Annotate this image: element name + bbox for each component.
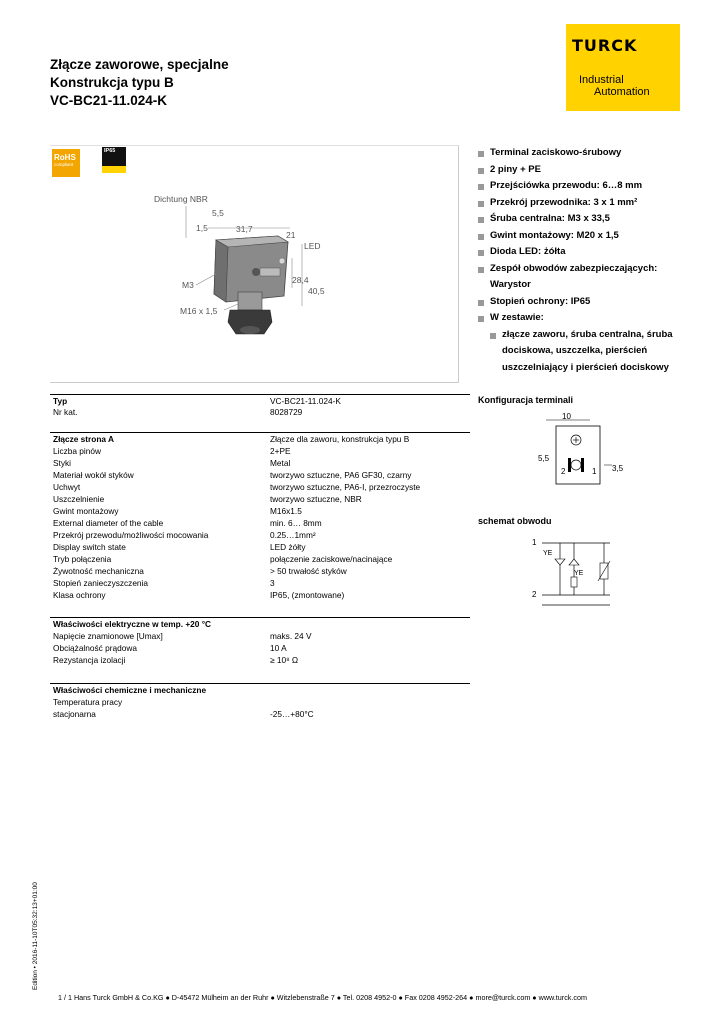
spec-value: > 50 trwałość styków xyxy=(270,566,347,576)
spec-table xyxy=(50,394,470,724)
spec-value: tworzywo sztuczne, PA6 GF30, czarny xyxy=(270,470,412,480)
circuit-pin-2: 2 xyxy=(532,590,537,599)
spec-row xyxy=(50,407,470,419)
feature-item: Przejściówka przewodu: 6…8 mm xyxy=(478,178,688,195)
spec-row xyxy=(50,458,470,470)
label-5-5: 5,5 xyxy=(212,208,224,218)
spec-row xyxy=(50,542,470,554)
label-thread: M16 x 1,5 xyxy=(180,306,218,316)
spec-row xyxy=(50,482,470,494)
spec-row xyxy=(50,590,470,602)
brand-line-1: Industrial xyxy=(579,74,624,86)
edition-stamp: Edition • 2016-11-10T05:32:13+01:00 xyxy=(32,882,39,990)
spec-value: tworzywo sztuczne, NBR xyxy=(270,494,362,504)
terminal-config-heading: Konfiguracja terminali xyxy=(478,395,574,405)
feature-list xyxy=(478,145,688,376)
spec-value: 0.25…1mm² xyxy=(270,530,316,540)
page-title xyxy=(50,56,229,110)
turck-logo: TURCK xyxy=(572,36,638,55)
dim-3-5: 3,5 xyxy=(612,464,624,473)
spec-key: Przekrój przewodu/możliwości mocowania xyxy=(53,530,209,540)
spec-value: maks. 24 V xyxy=(270,631,312,641)
spec-row xyxy=(50,446,470,458)
spec-row xyxy=(50,655,470,667)
title-line-3: VC-BC21-11.024-K xyxy=(50,93,168,108)
spec-key: Liczba pinów xyxy=(53,446,101,456)
feature-item: Terminal zaciskowo-śrubowy xyxy=(478,145,688,162)
turck-brand-block xyxy=(566,24,680,111)
label-21: 21 xyxy=(286,230,296,240)
spec-key: Uszczelnienie xyxy=(53,494,105,504)
spec-row xyxy=(50,643,470,655)
spec-row xyxy=(50,470,470,482)
spec-value: -25…+80°C xyxy=(270,709,314,719)
led-ye-1: YE xyxy=(543,550,553,557)
connector-drawing xyxy=(50,146,458,382)
spec-value: LED żółty xyxy=(270,542,306,552)
rohs-label: RoHS xyxy=(54,153,76,162)
feature-subitem: złącze zaworu, śruba centralna, śruba dociskowa, uszczelka, pierścień uszczelniający i pierścień dociskowy xyxy=(478,327,688,377)
divider xyxy=(50,432,470,433)
spec-key: Styki xyxy=(53,458,71,468)
spec-key: Nr kat. xyxy=(53,407,78,417)
spec-value: Metal xyxy=(270,458,291,468)
spec-row xyxy=(50,578,470,590)
pin-1-label: 1 xyxy=(592,467,597,476)
spec-value: VC-BC21-11.024-K xyxy=(270,396,341,406)
circuit-heading: schemat obwodu xyxy=(478,516,552,526)
circuit-pin-1: 1 xyxy=(532,538,537,547)
divider xyxy=(50,394,470,395)
label-m3: M3 xyxy=(182,280,194,290)
spec-key: Żywotność mechaniczna xyxy=(53,566,144,576)
spec-key: Typ xyxy=(53,396,68,406)
spec-row xyxy=(50,518,470,530)
spec-value: 10 A xyxy=(270,643,287,653)
feature-item: 2 piny + PE xyxy=(478,162,688,179)
title-line-1: Złącze zaworowe, specjalne xyxy=(50,57,229,72)
spec-key: Materiał wokół styków xyxy=(53,470,134,480)
spec-key: Uchwyt xyxy=(53,482,81,492)
spec-row xyxy=(50,506,470,518)
label-28-4: 28,4 xyxy=(292,275,309,285)
spec-key: Rezystancja izolacji xyxy=(53,655,126,665)
section-title: Złącze strona A xyxy=(53,434,115,444)
ip-label: IP65 xyxy=(104,148,116,154)
feature-item: Gwint montażowy: M20 x 1,5 xyxy=(478,228,688,245)
product-image-panel xyxy=(50,145,459,383)
brand-line-2: Automation xyxy=(594,86,650,98)
feature-item: W zestawie: xyxy=(478,310,688,327)
spec-key: Stopień zanieczyszczenia xyxy=(53,578,149,588)
feature-item: Stopień ochrony: IP65 xyxy=(478,294,688,311)
spec-key: External diameter of the cable xyxy=(53,518,164,528)
feature-item: Przekrój przewodnika: 3 x 1 mm² xyxy=(478,195,688,212)
resistor xyxy=(571,577,577,587)
pin-2-label: 2 xyxy=(561,467,566,476)
label-led: LED xyxy=(304,241,321,251)
spec-key: Temperatura pracy xyxy=(53,697,123,707)
spec-value: tworzywo sztuczne, PA6-I, przezroczyste xyxy=(270,482,421,492)
spec-value: IP65, (zmontowane) xyxy=(270,590,345,600)
feature-item: Dioda LED: żółta xyxy=(478,244,688,261)
cable-gland xyxy=(238,292,262,310)
spec-row xyxy=(50,566,470,578)
dim-5-5: 5,5 xyxy=(538,454,550,463)
rohs-sub: compliant xyxy=(54,162,74,167)
label-31-7: 31,7 xyxy=(236,224,253,234)
spec-row xyxy=(50,685,470,697)
spec-key: Napięcie znamionowe [Umax] xyxy=(53,631,163,641)
feature-item: Śruba centralna: M3 x 33,5 xyxy=(478,211,688,228)
spec-key: Display switch state xyxy=(53,542,126,552)
spec-row xyxy=(50,554,470,566)
label-40-5: 40,5 xyxy=(308,286,325,296)
led-ye-2: YE xyxy=(574,570,584,577)
spec-value: 8028729 xyxy=(270,407,303,417)
pin-terminal xyxy=(571,460,581,470)
spec-key: Klasa ochrony xyxy=(53,590,106,600)
led-diode-2 xyxy=(569,559,579,565)
spec-value: Złącze dla zaworu, konstrukcja typu B xyxy=(270,434,410,444)
dim-10: 10 xyxy=(562,412,571,421)
feature-item: Zespół obwodów zabezpieczających: Warystor xyxy=(478,261,688,294)
spec-value: M16x1.5 xyxy=(270,506,302,516)
spec-row xyxy=(50,530,470,542)
circuit-diagram xyxy=(528,535,638,615)
led-diode-1 xyxy=(555,559,565,565)
section-title: Właściwości chemiczne i mechaniczne xyxy=(53,685,207,695)
label-seal: Dichtung NBR xyxy=(154,194,208,204)
spec-row xyxy=(50,709,470,721)
spec-row xyxy=(50,697,470,709)
terminal-config-drawing xyxy=(528,412,638,492)
spec-row xyxy=(50,619,470,631)
page-footer: 1 / 1 Hans Turck GmbH & Co.KG ● D-45472 Mülheim an der Ruhr ● Witzlebenstraße 7 ● Tel. 0208 4952-0 ● Fax 0208 4952-264 ● more@turck.com ● www.turck.com xyxy=(58,993,587,1002)
spec-key: Obciążalność prądowa xyxy=(53,643,137,653)
divider xyxy=(50,617,470,618)
label-1-5: 1,5 xyxy=(196,223,208,233)
spec-row xyxy=(50,434,470,446)
spec-key: Tryb połączenia xyxy=(53,554,112,564)
title-line-2: Konstrukcja typu B xyxy=(50,75,174,90)
divider xyxy=(50,683,470,684)
spec-row xyxy=(50,494,470,506)
spec-value: 2+PE xyxy=(270,446,291,456)
spec-value: połączenie zaciskowe/nacinające xyxy=(270,554,393,564)
spec-value: min. 6… 8mm xyxy=(270,518,322,528)
spec-value: 3 xyxy=(270,578,275,588)
spec-value: ≥ 10⁸ Ω xyxy=(270,655,299,665)
spec-key: stacjonarna xyxy=(53,709,96,719)
section-title: Właściwości elektryczne w temp. +20 °C xyxy=(53,619,212,629)
spec-row xyxy=(50,631,470,643)
spec-key: Gwint montażowy xyxy=(53,506,119,516)
